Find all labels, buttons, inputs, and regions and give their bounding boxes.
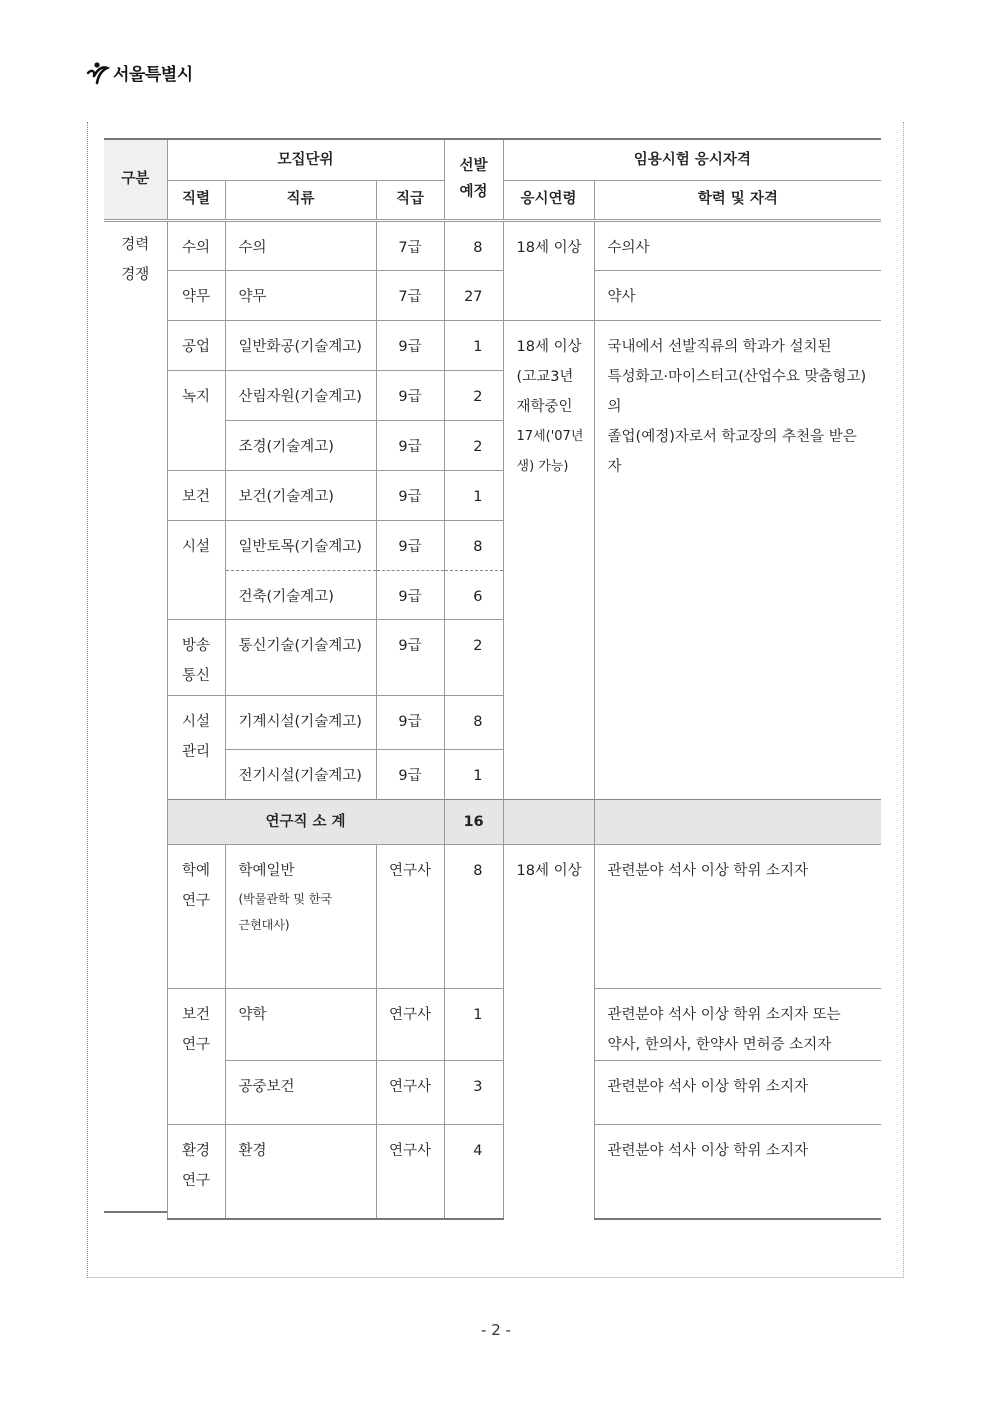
table-row-grade: 9급 <box>376 420 444 470</box>
qual-a2: 약사 <box>594 270 881 320</box>
jikryeol-line: 보건 <box>181 1006 210 1023</box>
table-row-jikryeol <box>167 844 225 988</box>
subtotal-count: 16 <box>444 799 503 844</box>
table-row-jikryu: 보건(기술계고) <box>225 470 376 520</box>
qual-research: 관련분야 석사 이상 학위 소지자 <box>594 1060 881 1124</box>
qual-b-line: 국내에서 선발직류의 학과가 설치된 <box>607 338 832 355</box>
age-b-line: 재학중인 <box>516 398 573 415</box>
age-a: 18세 이상 <box>503 220 594 320</box>
table-row-count: 1 <box>444 470 503 520</box>
gubun-cell <box>104 220 167 1219</box>
table-row-jikryu: 전기시설(기술계고) <box>225 749 376 799</box>
qual-research <box>594 988 881 1060</box>
qual-line: 관련분야 석사 이상 학위 소지자 또는 <box>607 1006 841 1023</box>
table-row-count: 2 <box>444 370 503 420</box>
qual-research: 관련분야 석사 이상 학위 소지자 <box>594 844 881 988</box>
table-row-jikryu: 산림자원(기술계고) <box>225 370 376 420</box>
table-row-grade: 9급 <box>376 370 444 420</box>
logo-text: 서울특별시 <box>113 65 193 85</box>
table-row-jikryeol <box>167 695 225 799</box>
jikryeol-line: 방송 <box>181 637 210 654</box>
jikryu-note: (박물관학 및 한국 <box>238 891 332 906</box>
qual-line: 약사, 한의사, 한약사 면허증 소지자 <box>607 1036 832 1053</box>
table-row-jikryu: 조경(기술계고) <box>225 420 376 470</box>
table-row-jikryu: 일반화공(기술계고) <box>225 320 376 370</box>
table-row-count: 8 <box>444 520 503 570</box>
table-row-count: 3 <box>444 1060 503 1124</box>
table-row-grade: 연구사 <box>376 988 444 1060</box>
header-seonbal <box>444 139 503 220</box>
table-row-grade: 9급 <box>376 749 444 799</box>
table-row-grade: 연구사 <box>376 844 444 988</box>
qual-b-line: 졸업(예정)자로서 학교장의 추천을 받은 자 <box>607 428 857 475</box>
table-row-count: 2 <box>444 420 503 470</box>
jikryeol-line: 통신 <box>181 667 210 684</box>
table-row-count: 1 <box>444 749 503 799</box>
table-row-jikryeol: 시설 <box>167 520 225 619</box>
table-row-grade: 연구사 <box>376 1124 444 1219</box>
table-row-grade: 9급 <box>376 570 444 619</box>
table-row-grade: 9급 <box>376 470 444 520</box>
table-row-jikryeol <box>167 1124 225 1219</box>
table-row-jikryu: 수의 <box>225 220 376 270</box>
jikryu-note: 근현대사) <box>238 917 290 932</box>
table-row-jikryeol: 수의 <box>167 220 225 270</box>
recruitment-table <box>104 138 881 1220</box>
seoul-symbol-icon <box>86 61 110 85</box>
table-row-grade: 9급 <box>376 320 444 370</box>
table-row-count: 1 <box>444 320 503 370</box>
jikryeol-line: 환경 <box>181 1142 210 1159</box>
jikryeol-line: 시설 <box>181 713 210 730</box>
table-row-count: 1 <box>444 988 503 1060</box>
table-row-jikryu: 약무 <box>225 270 376 320</box>
table-row-jikryu: 일반토목(기술계고) <box>225 520 376 570</box>
gubun-line1: 경력 <box>121 236 150 253</box>
age-b <box>503 320 594 799</box>
header-jikgeup: 직급 <box>376 180 444 220</box>
subtotal-label: 연구직 소 계 <box>167 799 444 844</box>
table-row-jikryu <box>225 844 376 988</box>
table-row-jikryeol: 보건 <box>167 470 225 520</box>
header-gubun: 구분 <box>104 139 167 220</box>
page-number: - 2 - <box>481 1321 511 1339</box>
jikryeol-line: 연구 <box>181 1172 210 1189</box>
age-b-line: 18세 이상 <box>516 338 582 355</box>
gubun-line2: 경쟁 <box>121 266 150 283</box>
subtotal-empty <box>594 799 881 844</box>
table-row-jikryu: 통신기술(기술계고) <box>225 619 376 695</box>
header-hakryeok: 학력 및 자격 <box>594 180 881 220</box>
age-c: 18세 이상 <box>503 844 594 1219</box>
table-row-grade: 9급 <box>376 520 444 570</box>
subtotal-empty <box>503 799 594 844</box>
age-b-line: (고교3년 <box>516 368 574 385</box>
qual-a1: 수의사 <box>594 220 881 270</box>
table-row-grade: 7급 <box>376 220 444 270</box>
table-row-jikryeol <box>167 988 225 1124</box>
seoul-logo <box>86 60 193 85</box>
table-row-grade: 9급 <box>376 695 444 749</box>
age-b-line: 생) 가능) <box>516 458 569 474</box>
table-bottom-rule <box>104 1211 167 1213</box>
table-row-jikryu: 약학 <box>225 988 376 1060</box>
table-row-count: 8 <box>444 844 503 988</box>
qual-research: 관련분야 석사 이상 학위 소지자 <box>594 1124 881 1219</box>
table-row-jikryu: 공중보건 <box>225 1060 376 1124</box>
table-row-jikryeol: 약무 <box>167 270 225 320</box>
table-row-jikryeol: 공업 <box>167 320 225 370</box>
table-row-count: 27 <box>444 270 503 320</box>
table-row-count: 4 <box>444 1124 503 1219</box>
header-seonbal-line1: 선발 <box>459 157 488 174</box>
qual-b-line: 특성화고·마이스터고(산업수요 맞춤형고)의 <box>607 368 867 415</box>
header-age: 응시연령 <box>503 180 594 220</box>
table-row-count: 6 <box>444 570 503 619</box>
qual-b <box>594 320 881 799</box>
header-mojip: 모집단위 <box>167 139 444 180</box>
header-jikryeol: 직렬 <box>167 180 225 220</box>
table-row-grade: 연구사 <box>376 1060 444 1124</box>
jikryeol-line: 관리 <box>181 743 210 760</box>
jikryeol-line: 연구 <box>181 892 210 909</box>
table-row-jikryeol <box>167 619 225 695</box>
table-row-jikryu: 기계시설(기술계고) <box>225 695 376 749</box>
header-seonbal-line2: 예정 <box>459 184 488 201</box>
table-row-grade: 9급 <box>376 619 444 695</box>
header-jikryu: 직류 <box>225 180 376 220</box>
table-row-count: 8 <box>444 695 503 749</box>
table-row-jikryu: 건축(기술계고) <box>225 570 376 619</box>
jikryeol-line: 학예 <box>181 862 210 879</box>
age-b-line: 17세('07년 <box>516 428 584 444</box>
jikryeol-line: 연구 <box>181 1036 210 1053</box>
header-imyong: 임용시험 응시자격 <box>503 139 881 180</box>
table-row-count: 2 <box>444 619 503 695</box>
table-row-jikryu: 환경 <box>225 1124 376 1219</box>
table-row-jikryeol: 녹지 <box>167 370 225 470</box>
table-row-grade: 7급 <box>376 270 444 320</box>
table-row-count: 8 <box>444 220 503 270</box>
jikryu-main: 학예일반 <box>238 862 295 879</box>
